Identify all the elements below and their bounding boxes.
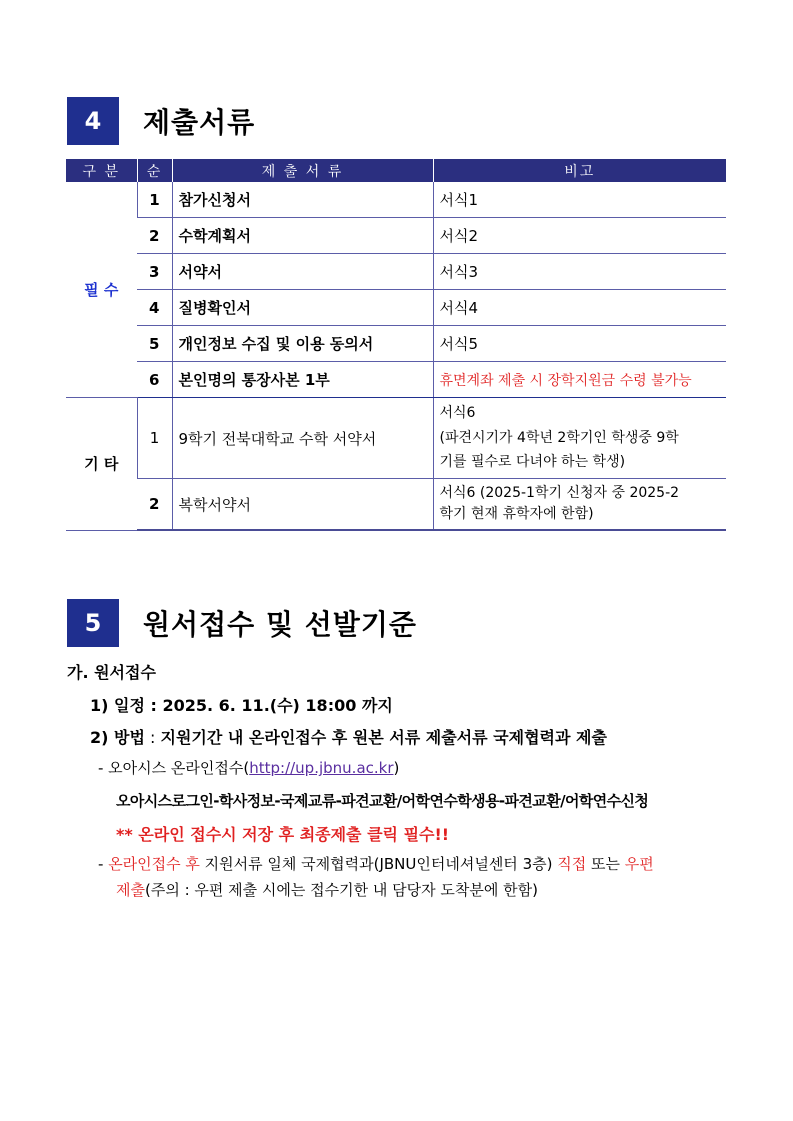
section-4-header [67, 97, 255, 145]
table-row [66, 362, 726, 398]
document-name: 개인정보 수집 및 이용 동의서 [172, 326, 433, 362]
document-name: 서약서 [172, 254, 433, 290]
table-row [66, 326, 726, 362]
oasis-suffix: ) [393, 759, 400, 777]
section-number-badge: 4 [67, 97, 119, 145]
header-remarks: 비고 [433, 159, 726, 182]
plain-text: (주의 : 우편 제출 시에는 접수기한 내 담당자 도착분에 한함) [144, 881, 538, 899]
table-row [66, 290, 726, 326]
row-number: 5 [137, 326, 172, 362]
warning-text: ** 온라인 접수시 저장 후 최종제출 클릭 필수!! [116, 825, 450, 844]
row-number: 3 [137, 254, 172, 290]
table-row [66, 398, 726, 479]
subheading: 가. 원서접수 [67, 663, 156, 682]
remark: 서식3 [433, 254, 726, 290]
remark-line: (파견시기가 4학년 2학기인 학생중 9학 [439, 429, 679, 446]
plain-text: 지원서류 일체 국제협력과(JBNU인터네셔널센터 3층) [199, 855, 558, 873]
section-title: 제출서류 [143, 106, 256, 139]
section-number-badge: 5 [67, 599, 119, 647]
remark: 서식5 [433, 326, 726, 362]
method-label: 2) 방법 [90, 728, 145, 747]
schedule-item: 1) 일정 : 2025. 6. 11.(수) 18:00 까지 [90, 696, 393, 715]
oasis-prefix: - 오아시스 온라인접수( [98, 759, 250, 777]
remark-line: 기를 필수로 다녀야 하는 학생) [439, 454, 626, 471]
header-category: 구 분 [66, 159, 137, 182]
remark-line: 서식6 (2025-1학기 신청자 중 2025-2 [439, 485, 680, 501]
other-group-label: 기 타 [66, 398, 137, 531]
table-row [66, 218, 726, 254]
table-row [66, 254, 726, 290]
method-colon: : [144, 728, 161, 747]
submission-line-2 [116, 879, 538, 900]
remark: 서식1 [433, 182, 726, 218]
method-item [90, 725, 607, 748]
required-group-label: 필 수 [66, 182, 137, 398]
emphasis-text: 우편 [624, 855, 654, 873]
row-number: 2 [137, 479, 172, 531]
document-name: 본인명의 통장사본 1부 [172, 362, 433, 398]
header-documents: 제 출 서 류 [172, 159, 433, 182]
document-name: 참가신청서 [172, 182, 433, 218]
document-name: 질병확인서 [172, 290, 433, 326]
remark-line: 서식6 [439, 405, 476, 422]
section-title: 원서접수 및 선발기준 [143, 608, 417, 641]
row-number: 6 [137, 362, 172, 398]
remark [433, 479, 726, 531]
section-5-header [67, 599, 417, 647]
emphasis-text: 제출 [116, 881, 145, 899]
oasis-link[interactable]: http://up.jbnu.ac.kr [249, 759, 394, 777]
emphasis-text: 직접 [557, 855, 587, 873]
header-order: 순 [137, 159, 172, 182]
menu-path: 오아시스로그인-학사정보-국제교류-파견교환/어학연수학생용-파견교환/어학연수신청 [116, 792, 649, 810]
row-number: 1 [137, 398, 172, 479]
submission-line-1 [98, 853, 654, 874]
table-header-row [66, 159, 726, 182]
plain-text: 또는 [586, 855, 625, 873]
method-text: 지원기간 내 온라인접수 후 원본 서류 제출서류 국제협력과 제출 [160, 728, 607, 747]
oasis-line [98, 757, 399, 778]
row-number: 1 [137, 182, 172, 218]
remark [433, 398, 726, 479]
remark-line: 학기 현재 휴학자에 한함) [439, 506, 594, 522]
documents-table [66, 159, 726, 531]
table-row [66, 479, 726, 531]
document-name: 수학계획서 [172, 218, 433, 254]
remark: 휴면계좌 제출 시 장학지원금 수령 불가능 [433, 362, 726, 398]
document-name: 복학서약서 [172, 479, 433, 531]
row-number: 4 [137, 290, 172, 326]
remark: 서식2 [433, 218, 726, 254]
emphasis-text: 온라인접수 후 [108, 855, 200, 873]
remark: 서식4 [433, 290, 726, 326]
dash: - [98, 855, 109, 873]
row-number: 2 [137, 218, 172, 254]
document-name: 9학기 전북대학교 수학 서약서 [172, 398, 433, 479]
table-row [66, 182, 726, 218]
